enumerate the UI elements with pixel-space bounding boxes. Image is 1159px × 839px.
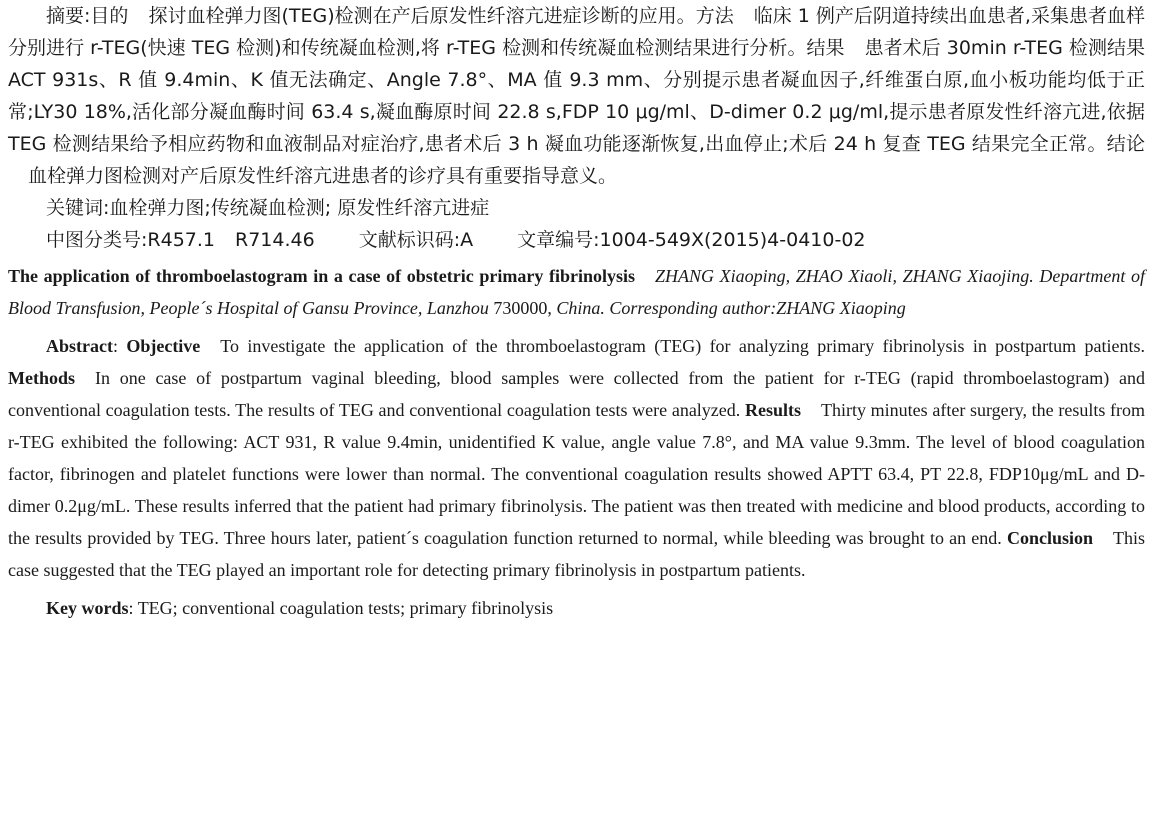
en-results-text: Thirty minutes after surgery, the results from r-TEG exhibited the following: ACT 931, R value 9.4min, unidentified K value, angle value 7.8°, and MA value 9.3mm. The level of blood coagulation factor, fibrinogen and platelet functions were lower than normal. The conventional coagulation results showed APTT 63.4, PT 22.8, FDP10μg/mL and D-dimer 0.2μg/mL. These results inferred that the patient had primary fibrinolysis. The patient was then treated with medicine and blood products, according to the results provided by TEG. Three hours later, patient´s coagulation function returned to normal, while bleeding was brought to an end. [8, 400, 1146, 548]
article-no-label: 文章编号: [517, 229, 600, 251]
en-results-head: Results [744, 400, 801, 420]
clc-label: 中图分类号: [46, 229, 148, 251]
en-affiliation: Department of Blood Transfusion, People´s Hospital of Gansu Province, Lanzhou [8, 266, 1145, 318]
article-no: 1004-549X(2015)4-0410-02 [599, 229, 866, 251]
zh-methods-text: 临床 1 例产后阴道持续出血患者,采集患者血样分别进行 r-TEG(快速 TEG 检测)和传统凝血检测,将 r-TEG 检测和传统凝血检测结果进行分析。 [8, 5, 1145, 59]
en-keywords: Key words: TEG; conventional coagulation tests; primary fibrinolysis [46, 598, 554, 618]
zh-abstract-label: 摘要: [46, 5, 91, 27]
zh-conclusion-text: 血栓弹力图检测对产后原发性纤溶亢进患者的诊疗具有重要指导意义。 [28, 165, 618, 187]
en-methods-head: Methods [8, 368, 75, 388]
zh-objective-head: 目的 [90, 5, 129, 27]
en-header [8, 260, 1145, 324]
en-title: The application of thromboelastogram in a case of obstetric primary fibrinolysis [8, 266, 636, 286]
zh-results-text: 患者术后 30min r-TEG 检测结果 ACT 931s、R 值 9.4min、K 值无法确定、Angle 7.8°、MA 值 9.3 mm、分别提示患者凝血因子,纤维蛋白原,血小板功能均低于正常;LY30 18%,活化部分凝血酶时间 63.4 s,凝血酶原时间 22.8 s,FDP 10 μg/ml、D-dimer 0.2 μg/ml,提示患者原发性纤溶亢进,依据 TEG 检测结果给予相应药物和血液制品对症治疗,患者术后 3 h 凝血功能逐渐恢复,出血停止;术后 24 h 复查 TEG 结果完全正常。 [8, 37, 1146, 155]
en-abstract: Abstract: Objective To investigate the application of the thromboelastogram (TEG) for analyzing primary fibrinolysis in postpartum patients. Methods In one case of postpartum vaginal bleeding, blood samples were collected from the patient for r-TEG (rapid thromboelastogram) and conventional coagulation tests. The results of TEG and conventional coagulation tests were analyzed. Results Thirty minutes after surgery, the results from r-TEG exhibited the following: ACT 931, R value 9.4min, unidentified K value, angle value 7.8°, and MA value 9.3mm. The level of blood coagulation factor, fibrinogen and platelet functions were lower than normal. The conventional coagulation results showed APTT 63.4, PT 22.8, FDP10μg/mL and D-dimer 0.2μg/mL. These results inferred that the patient had primary fibrinolysis. The patient was then treated with medicine and blood products, according to the results provided by TEG. Three hours later, patient´s coagulation function returned to normal, while bleeding was brought to an end. Conclusion This case suggested that the TEG played an important role for detecting primary fibrinolysis in postpartum patients. [8, 336, 1146, 580]
en-conclusion-head: Conclusion [1006, 528, 1093, 548]
doc-code-label: 文献标识码: [358, 229, 461, 251]
clc-code-2: R714.46 [235, 229, 315, 251]
doc-code: A [460, 229, 474, 251]
en-authors: ZHANG Xiaoping, ZHAO Xiaoli, ZHANG Xiaojing. [655, 266, 1034, 286]
en-keywords-label: Key words [46, 598, 129, 618]
zh-keywords [8, 192, 1145, 224]
en-methods-text: In one case of postpartum vaginal bleeding, blood samples were collected from the patient for r-TEG (rapid thromboelastogram) and conventional coagulation tests. The results of TEG and conventional coagulation tests were analyzed. [8, 368, 1145, 420]
zh-classification [8, 224, 1145, 256]
en-keywords-text: TEG; conventional coagulation tests; primary fibrinolysis [137, 598, 554, 618]
zh-keywords-text: 血栓弹力图;传统凝血检测; 原发性纤溶亢进症 [109, 197, 490, 219]
zh-objective-text: 探讨血栓弹力图(TEG)检测在产后原发性纤溶亢进症诊断的应用。 [148, 5, 696, 27]
en-postcode: 730000, [493, 298, 552, 318]
clc-code-1: R457.1 [147, 229, 216, 251]
en-conclusion-text: This case suggested that the TEG played an important role for detecting primary fibrinolysis in postpartum patients. [8, 528, 1145, 580]
en-corresponding-author: ZHANG Xiaoping [776, 298, 906, 318]
en-country: China. Corresponding author: [556, 298, 777, 318]
en-abstract-label: Abstract [46, 336, 113, 356]
zh-methods-head: 方法 [695, 5, 734, 27]
zh-keywords-label: 关键词: [46, 197, 110, 219]
zh-results-head: 结果 [806, 37, 845, 59]
en-objective-text: To investigate the application of the thromboelastogram (TEG) for analyzing primary fibrinolysis in postpartum patients. [220, 336, 1145, 356]
zh-abstract [8, 0, 1145, 192]
en-objective-head: Objective [126, 336, 201, 356]
zh-conclusion-head: 结论 [1106, 133, 1145, 155]
